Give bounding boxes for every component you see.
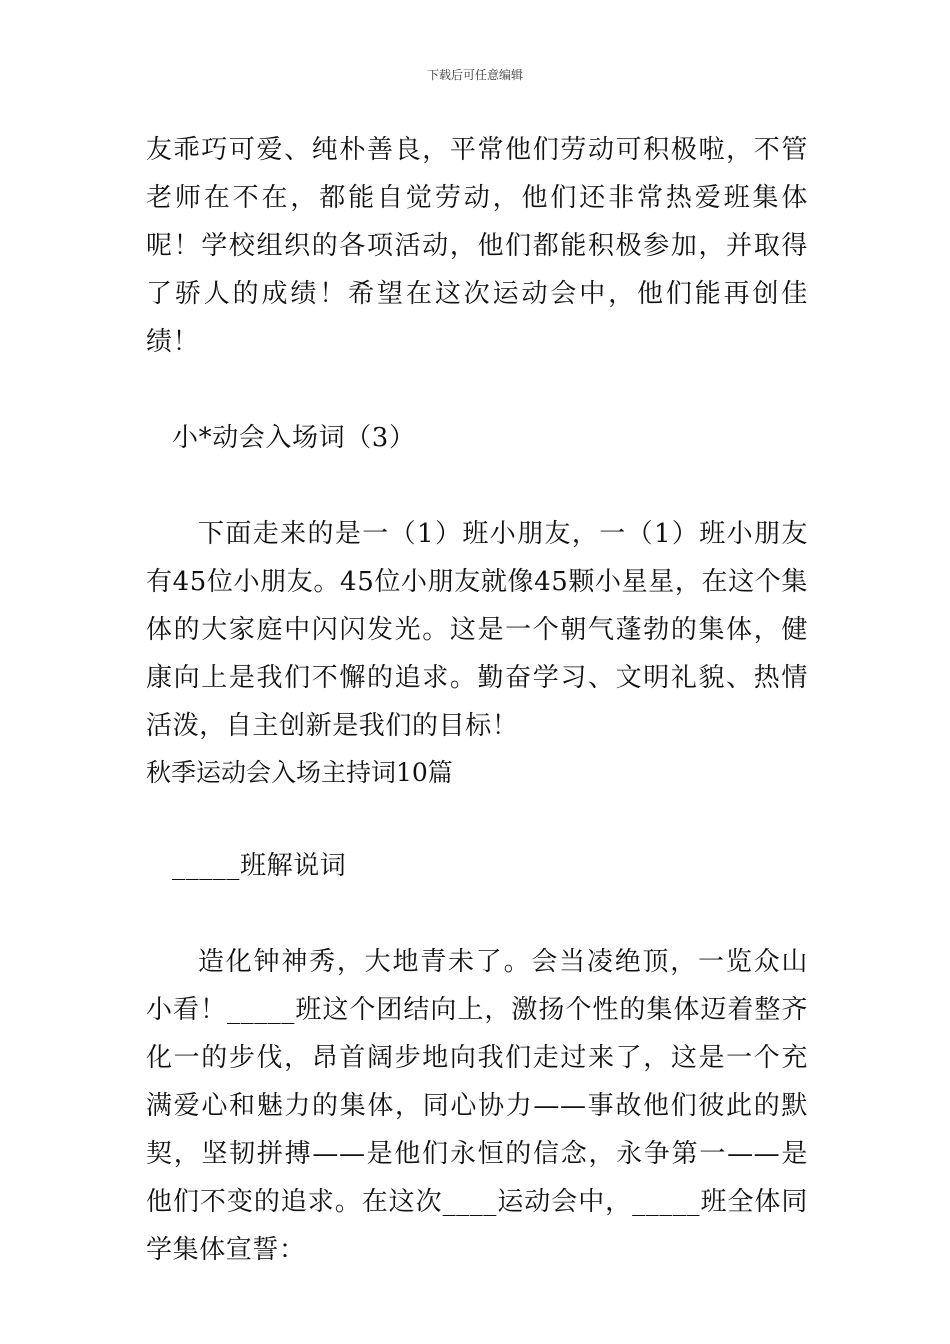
document-title: 秋季运动会入场主持词10篇	[146, 758, 453, 787]
paragraph-2: 下面走来的是一（1）班小朋友，一（1）班小朋友有45位小朋友。45位小朋友就像45颗小星星，在这个集体的大家庭中闪闪发光。这是一个朝气蓬勃的集体，健康向上是我们不懈的追求。勤奋学习、文明礼貌、热情活泼，自主创新是我们的目标！	[146, 519, 808, 741]
spacer	[146, 366, 808, 414]
spacer	[146, 796, 808, 842]
paragraph-3: 造化钟神秀，大地青未了。会当凌绝顶，一览众山小看！_____班这个团结向上，激扬个性的集体迈着整齐化一的步伐，昂首阔步地向我们走过来了，这是一个充满爱心和魅力的集体，同心协力——事故他们彼此的默契，坚韧拼搏——是他们永恒的信念，永争第一——是他们不变的追求。在这次____运动会中，_____班全体同学集体宣誓：	[146, 947, 808, 1265]
page-header: 下载后可任意编辑	[426, 68, 523, 82]
paragraph-1: 友乖巧可爱、纯朴善良，平常他们劳动可积极啦，不管老师在不在，都能自觉劳动，他们还非常热爱班集体呢！学校组织的各项活动，他们都能积极参加，并取得了骄人的成绩！希望在这次运动会中，他们能再创佳绩！	[146, 135, 808, 357]
section-heading-class-commentary: _____班解说词	[172, 851, 347, 881]
spacer	[146, 462, 808, 510]
spacer	[146, 890, 808, 938]
section-heading-3: 小*动会入场词（3）	[172, 423, 416, 453]
document-body	[146, 126, 808, 1274]
